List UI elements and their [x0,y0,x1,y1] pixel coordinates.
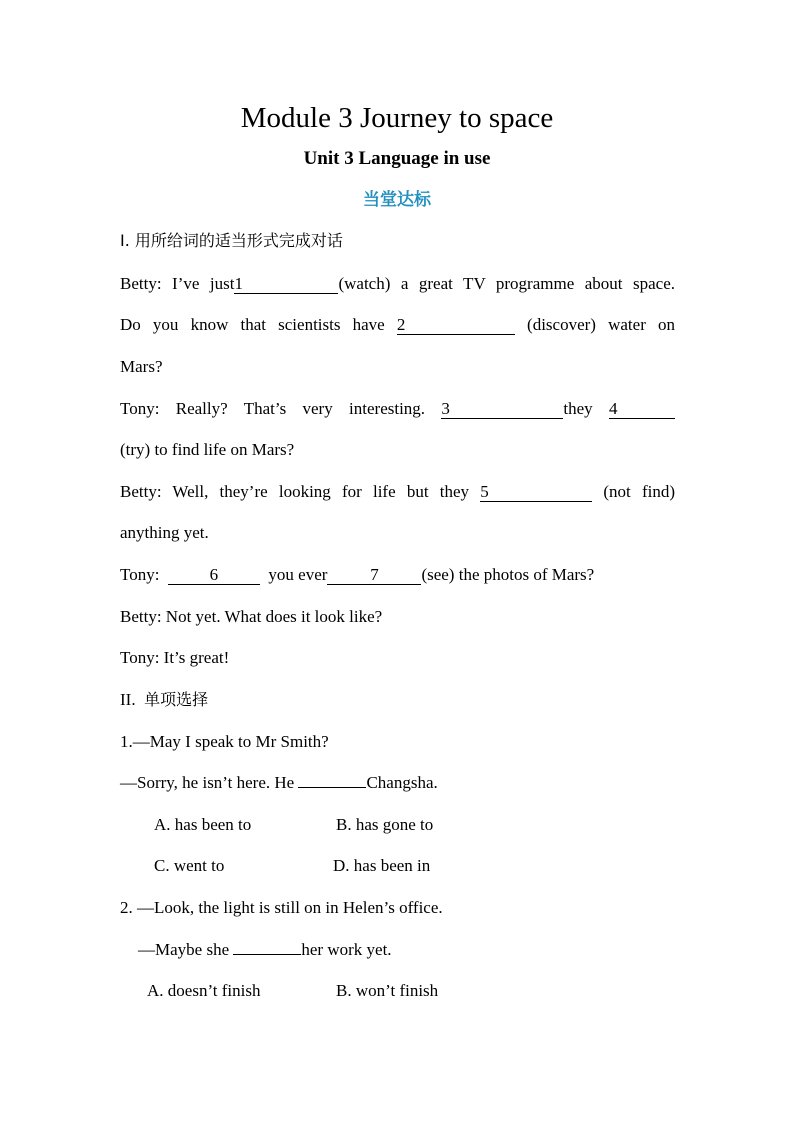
q2-option-a[interactable]: A. doesn’t finish [147,981,261,1000]
q1-option-d[interactable]: D. has been in [333,856,431,875]
q1-option-c[interactable]: C. went to [154,856,225,875]
question-2-line-2: —Maybe she her work yet. [138,940,392,959]
blank-4[interactable]: 4 [609,400,675,419]
dialogue-line: Tony: It’s great! [120,648,230,667]
dialogue-line: anything yet. [120,523,209,542]
q2-option-b[interactable]: B. won’t finish [336,981,439,1000]
blank-1[interactable]: 1 [234,275,338,294]
dialogue-line: Betty: I’ve just1 (watch) a great TV programme about space. [120,274,675,293]
dialogue-line: Betty: Not yet. What does it look like? [120,607,383,626]
page-title: Module 3 Journey to space [240,102,554,134]
q1-option-b[interactable]: B. has gone to [336,815,434,834]
blank-3[interactable]: 3 [441,400,563,419]
dialogue-line: Tony: Really? That’s very interesting. 3 they 4 [120,397,675,421]
dialogue-line: Mars? [120,357,163,376]
blank-2[interactable]: 2 [397,316,515,335]
question-1-line-2: —Sorry, he isn’t here. He Changsha. [120,773,438,792]
question-2-line-1: 2. —Look, the light is still on in Helen’s office. [120,898,443,917]
answer-blank[interactable] [298,771,366,788]
unit-subtitle: Unit 3 Language in use [303,148,491,169]
answer-blank[interactable] [233,938,301,955]
blank-7[interactable]: 7 [327,566,421,585]
dialogue-line: Do you know that scientists have 2 (discover) water on [120,315,676,334]
part1-heading: I. 用所给词的适当形式完成对话 [120,231,343,250]
dialogue-line: Tony: 6 you ever 7 (see) the photos of Mars? [120,565,595,584]
section-heading: 当堂达标 [363,190,431,210]
blank-5[interactable]: 5 [480,483,592,502]
part2-heading: II. 单项选择 [120,690,209,709]
dialogue-line: Betty: Well, they’re looking for life but they 5 (not find) [120,482,676,501]
question-1-line-1: 1.—May I speak to Mr Smith? [120,732,329,751]
blank-6[interactable]: 6 [168,566,260,585]
q1-option-a[interactable]: A. has been to [154,815,252,834]
dialogue-line: (try) to find life on Mars? [120,440,295,459]
